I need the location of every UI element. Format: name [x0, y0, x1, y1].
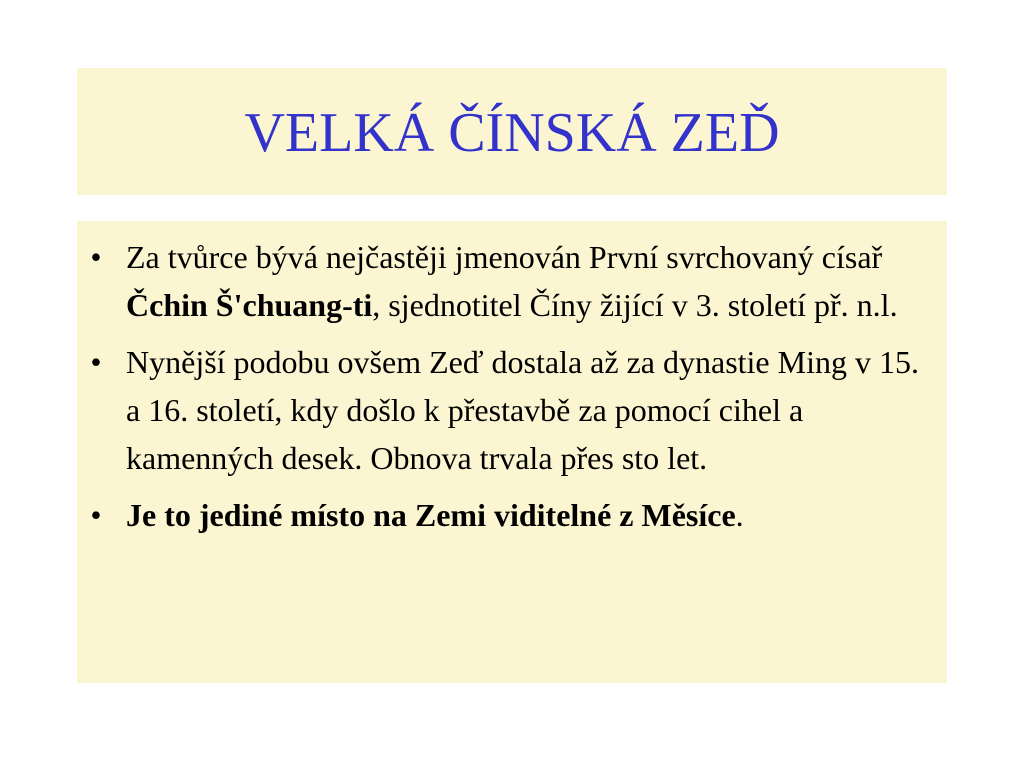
bullet-icon: • [90, 239, 102, 275]
bullet-text: . [735, 497, 744, 533]
bullet-list [77, 233, 937, 548]
bullet-item-1 [77, 233, 937, 329]
bullet-text: Nynější podobu ovšem Zeď dostala až za dynastie Ming v 15. a 16. století, kdy došlo k přestavbě za pomocí cihel a kamenných desek. Obnova trvala přes sto let. [126, 344, 919, 476]
content-box [77, 221, 947, 683]
title-box [77, 68, 947, 195]
bullet-icon: • [90, 497, 102, 533]
bullet-text: Za tvůrce bývá nejčastěji jmenován První svrchovaný císař [126, 239, 883, 275]
bullet-bold-text: Čchin Š'chuang-ti [126, 287, 373, 323]
bullet-text: , sjednotitel Číny žijící v 3. století př. n.l. [372, 287, 898, 323]
bullet-icon: • [90, 344, 102, 380]
bullet-item-2 [77, 338, 937, 482]
slide-title: VELKÁ ČÍNSKÁ ZEĎ [244, 101, 780, 164]
bullet-bold-text: Je to jediné místo na Zemi viditelné z Měsíce [126, 497, 736, 533]
bullet-item-3 [77, 491, 937, 539]
